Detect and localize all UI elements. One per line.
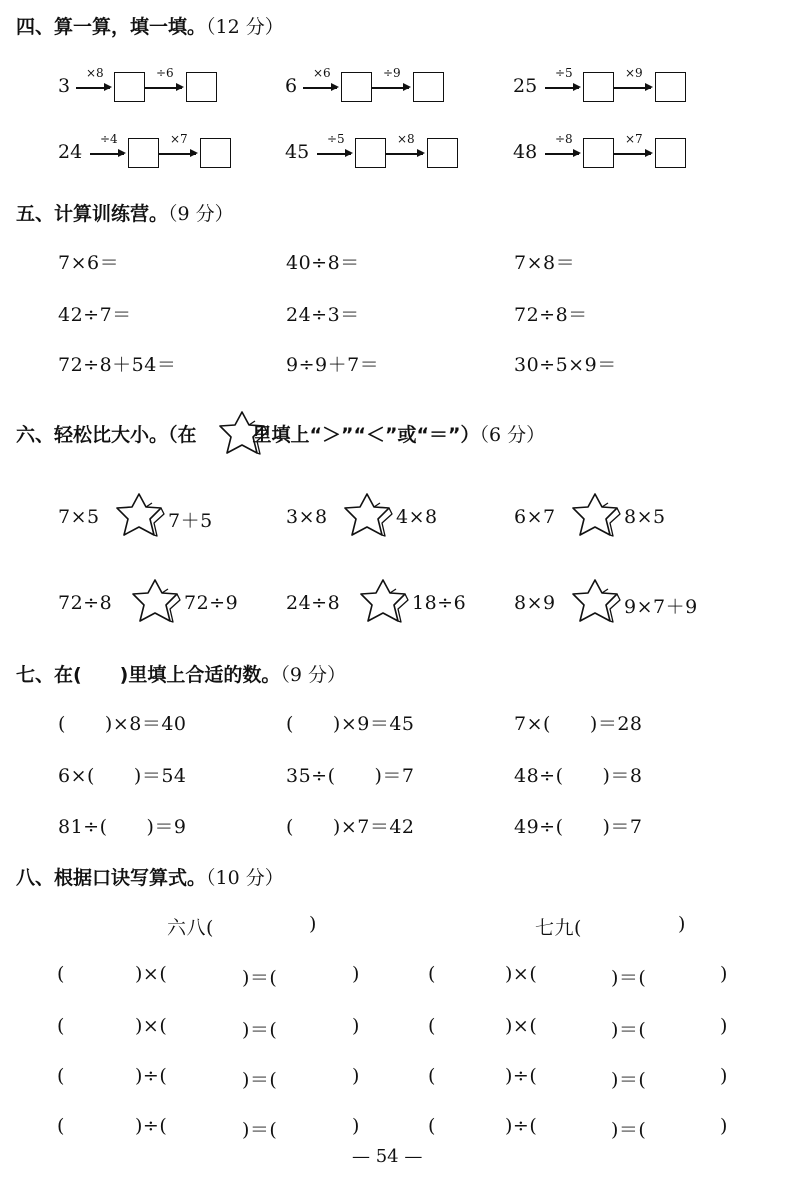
paren-close: ): [720, 1065, 728, 1087]
star-icon[interactable]: [568, 576, 622, 626]
chain-start-number: 24: [58, 141, 83, 163]
formula-operator: )×(: [505, 1015, 538, 1037]
compare-right: 7＋5: [168, 510, 213, 532]
rhyme-close: ): [309, 913, 317, 935]
compare-left: 6×7: [514, 506, 556, 528]
operator-symbol: ÷: [142, 1065, 160, 1087]
section-5-heading: [16, 199, 234, 226]
answer-box[interactable]: [341, 72, 372, 102]
calc-item: 24÷3＝: [286, 304, 360, 326]
chain-start-number: 6: [285, 75, 298, 97]
star-icon[interactable]: [356, 576, 410, 626]
operation-label: ÷4: [100, 132, 118, 146]
arrow-icon: [145, 87, 182, 89]
fill-blank-item: 35÷( )＝7: [286, 765, 415, 787]
section-4-heading: [16, 12, 284, 39]
operation-label: ×9: [625, 66, 643, 80]
paren-close: ): [352, 1015, 360, 1037]
formula-operator: )×(: [505, 963, 538, 985]
compare-right: 18÷6: [412, 592, 467, 614]
operator-symbol: ÷: [512, 1115, 530, 1137]
operation-label: ×8: [397, 132, 415, 146]
compare-right: 8×5: [624, 506, 666, 528]
rhyme-label: 六八(: [167, 917, 214, 939]
chain-start-number: 45: [285, 141, 310, 163]
compare-right: 72÷9: [184, 592, 239, 614]
operator-symbol: ÷: [142, 1115, 160, 1137]
fill-blank-item: ( )×9＝45: [286, 713, 415, 735]
section-6-title-pre: 六、轻松比大小。（在: [16, 424, 197, 446]
section-5-points: （9 分）: [168, 203, 234, 225]
compare-left: 24÷8: [286, 592, 341, 614]
formula-equals: )＝(: [611, 1069, 647, 1091]
formula-equals: )＝(: [242, 1119, 278, 1141]
star-icon: [215, 408, 269, 458]
star-icon[interactable]: [568, 490, 622, 540]
formula-equals: )＝(: [611, 1119, 647, 1141]
star-icon[interactable]: [340, 490, 394, 540]
fill-blank-item: 6×( )＝54: [58, 765, 187, 787]
calc-item: 7×6＝: [58, 252, 120, 274]
calc-item: 30÷5×9＝: [514, 354, 617, 376]
paren-close: ): [720, 963, 728, 985]
paren-close: ): [720, 1015, 728, 1037]
paren-open: (: [57, 1065, 65, 1087]
compare-right: 4×8: [396, 506, 438, 528]
fill-blank-item: ( )×7＝42: [286, 816, 415, 838]
paren-open: (: [428, 1115, 436, 1137]
arrow-icon: [303, 87, 337, 89]
arrow-icon: [545, 153, 579, 155]
formula-equals: )＝(: [242, 967, 278, 989]
operation-label: ÷6: [156, 66, 174, 80]
arrow-icon: [545, 87, 579, 89]
paren-open: (: [57, 963, 65, 985]
star-icon[interactable]: [128, 576, 182, 626]
formula-operator: )÷(: [135, 1115, 168, 1137]
rhyme-close: ): [678, 913, 686, 935]
arrow-icon: [317, 153, 351, 155]
chain-start-number: 48: [513, 141, 538, 163]
fill-blank-item: 7×( )＝28: [514, 713, 643, 735]
paren-open: (: [57, 1115, 65, 1137]
star-icon[interactable]: [112, 490, 166, 540]
formula-operator: )×(: [135, 963, 168, 985]
section-8-points: （10 分）: [206, 867, 284, 889]
compare-left: 7×5: [58, 506, 100, 528]
answer-box[interactable]: [186, 72, 217, 102]
answer-box[interactable]: [655, 138, 686, 168]
arrow-icon: [90, 153, 124, 155]
compare-right: 9×7＋9: [624, 596, 698, 618]
arrow-icon: [614, 153, 651, 155]
operator-symbol: ×: [512, 1015, 530, 1037]
fill-blank-item: 81÷( )＝9: [58, 816, 187, 838]
compare-left: 72÷8: [58, 592, 113, 614]
answer-box[interactable]: [128, 138, 159, 168]
answer-box[interactable]: [655, 72, 686, 102]
calc-item: 7×8＝: [514, 252, 576, 274]
answer-box[interactable]: [114, 72, 145, 102]
fill-blank-item: 49÷( )＝7: [514, 816, 643, 838]
operation-label: ÷5: [555, 66, 573, 80]
operator-symbol: ÷: [512, 1065, 530, 1087]
operation-label: ÷8: [555, 132, 573, 146]
page-number: — 54 —: [352, 1146, 423, 1167]
calc-item: 9÷9＋7＝: [286, 354, 380, 376]
fill-blank-item: 48÷( )＝8: [514, 765, 643, 787]
paren-open: (: [428, 963, 436, 985]
paren-close: ): [352, 1115, 360, 1137]
paren-open: (: [428, 1015, 436, 1037]
calc-item: 72÷8＝: [514, 304, 588, 326]
formula-operator: )÷(: [505, 1065, 538, 1087]
answer-box[interactable]: [583, 138, 614, 168]
operation-label: ×8: [86, 66, 104, 80]
formula-operator: )×(: [135, 1015, 168, 1037]
arrow-icon: [372, 87, 409, 89]
arrow-icon: [386, 153, 423, 155]
section-6-heading: [16, 420, 545, 447]
formula-equals: )＝(: [242, 1019, 278, 1041]
paren-close: ): [352, 1065, 360, 1087]
section-8-title: 八、根据口诀写算式。: [16, 867, 207, 889]
operator-symbol: ×: [142, 1015, 160, 1037]
formula-equals: )＝(: [611, 967, 647, 989]
chain-start-number: 25: [513, 75, 538, 97]
operator-symbol: ×: [512, 963, 530, 985]
chain-start-number: 3: [58, 75, 71, 97]
fill-blank-item: ( )×8＝40: [58, 713, 187, 735]
compare-left: 3×8: [286, 506, 328, 528]
formula-equals: )＝(: [611, 1019, 647, 1041]
paren-open: (: [57, 1015, 65, 1037]
section-7-points: （9 分）: [280, 664, 347, 686]
answer-box[interactable]: [200, 138, 231, 168]
calc-item: 40÷8＝: [286, 252, 360, 274]
arrow-icon: [614, 87, 651, 89]
paren-close: ): [352, 963, 360, 985]
operator-symbol: ×: [142, 963, 160, 985]
calc-item: 42÷7＝: [58, 304, 132, 326]
operation-label: ×7: [170, 132, 188, 146]
operation-label: ÷9: [383, 66, 401, 80]
section-5-title: 五、计算训练营。: [16, 203, 169, 225]
compare-left: 8×9: [514, 592, 556, 614]
operation-label: ×6: [313, 66, 331, 80]
section-6-points: （6 分）: [479, 424, 546, 446]
arrow-icon: [159, 153, 196, 155]
section-4-title: 四、算一算，填一填。: [16, 16, 207, 38]
answer-box[interactable]: [427, 138, 458, 168]
paren-close: ): [720, 1115, 728, 1137]
calc-item: 72÷8＋54＝: [58, 354, 177, 376]
answer-box[interactable]: [413, 72, 444, 102]
section-6-title-post: 里填上“＞”“＜”或“＝”）: [252, 424, 480, 446]
section-7-heading: [16, 660, 346, 687]
rhyme-label: 七九(: [535, 917, 582, 939]
section-4-points: （12 分）: [206, 16, 284, 38]
section-8-heading: [16, 863, 284, 890]
operation-label: ×7: [625, 132, 643, 146]
formula-equals: )＝(: [242, 1069, 278, 1091]
answer-box[interactable]: [355, 138, 386, 168]
paren-open: (: [428, 1065, 436, 1087]
arrow-icon: [76, 87, 110, 89]
formula-operator: )÷(: [135, 1065, 168, 1087]
answer-box[interactable]: [583, 72, 614, 102]
section-7-title: 七、在( )里填上合适的数。: [16, 664, 281, 686]
formula-operator: )÷(: [505, 1115, 538, 1137]
operation-label: ÷5: [327, 132, 345, 146]
